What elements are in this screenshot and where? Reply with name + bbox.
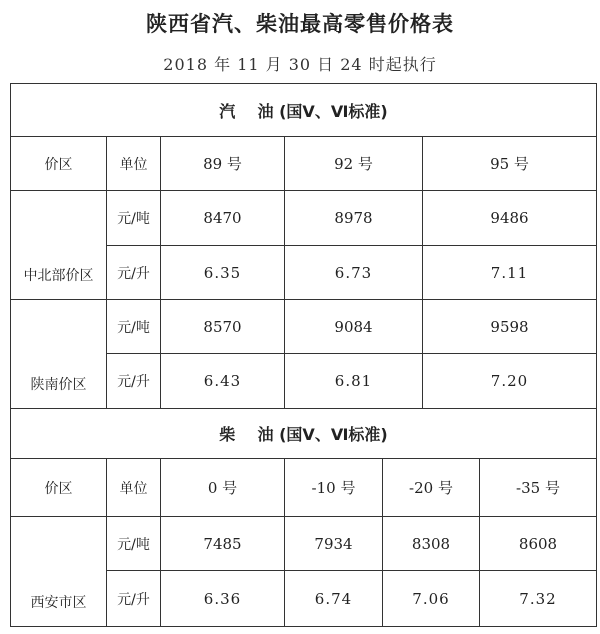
price-cell: 8978 [285, 191, 423, 246]
price-cell: 7.11 [423, 246, 597, 300]
unit-cell: 元/吨 [107, 191, 161, 246]
price-table [10, 83, 597, 627]
region-zhongbeibu: 中北部价区 [11, 191, 107, 300]
table-row [11, 517, 597, 571]
price-cell: 6.74 [285, 571, 383, 627]
table-row [11, 191, 597, 246]
price-cell: 8570 [161, 300, 285, 354]
price-cell: 6.36 [161, 571, 285, 627]
price-cell: 8308 [383, 517, 480, 571]
price-cell: 7.06 [383, 571, 480, 627]
price-cell: 7.32 [480, 571, 597, 627]
price-cell: 6.73 [285, 246, 423, 300]
header-unit: 单位 [107, 459, 161, 517]
price-cell: 6.35 [161, 246, 285, 300]
region-shannan: 陕南价区 [11, 300, 107, 409]
header-unit: 单位 [107, 137, 161, 191]
price-cell: 8608 [480, 517, 597, 571]
header-92: 92 号 [285, 137, 423, 191]
header-region: 价区 [11, 137, 107, 191]
unit-cell: 元/吨 [107, 300, 161, 354]
price-cell: 9598 [423, 300, 597, 354]
unit-cell: 元/升 [107, 571, 161, 627]
price-cell: 9486 [423, 191, 597, 246]
effective-date: 2018 年 11 月 30 日 24 时起执行 [163, 55, 437, 74]
price-cell: 7485 [161, 517, 285, 571]
header-89: 89 号 [161, 137, 285, 191]
gasoline-section-row [11, 84, 597, 137]
header-0: 0 号 [161, 459, 285, 517]
gasoline-header-row [11, 137, 597, 191]
gasoline-section-title: 汽 油 (国Ⅴ、Ⅵ标准) [11, 84, 597, 137]
header-minus20: -20 号 [383, 459, 480, 517]
diesel-header-row [11, 459, 597, 517]
price-cell: 7.20 [423, 354, 597, 409]
region-xian: 西安市区 [11, 517, 107, 627]
unit-cell: 元/吨 [107, 517, 161, 571]
header-minus10: -10 号 [285, 459, 383, 517]
unit-cell: 元/升 [107, 354, 161, 409]
price-cell: 7934 [285, 517, 383, 571]
price-cell: 6.81 [285, 354, 423, 409]
diesel-section-title: 柴 油 (国Ⅴ、Ⅵ标准) [11, 409, 597, 459]
header-95: 95 号 [423, 137, 597, 191]
price-cell: 8470 [161, 191, 285, 246]
table-row [11, 300, 597, 354]
header-region: 价区 [11, 459, 107, 517]
page-title: 陕西省汽、柴油最高零售价格表 [146, 12, 454, 36]
unit-cell: 元/升 [107, 246, 161, 300]
price-cell: 9084 [285, 300, 423, 354]
header-minus35: -35 号 [480, 459, 597, 517]
price-cell: 6.43 [161, 354, 285, 409]
diesel-section-row [11, 409, 597, 459]
